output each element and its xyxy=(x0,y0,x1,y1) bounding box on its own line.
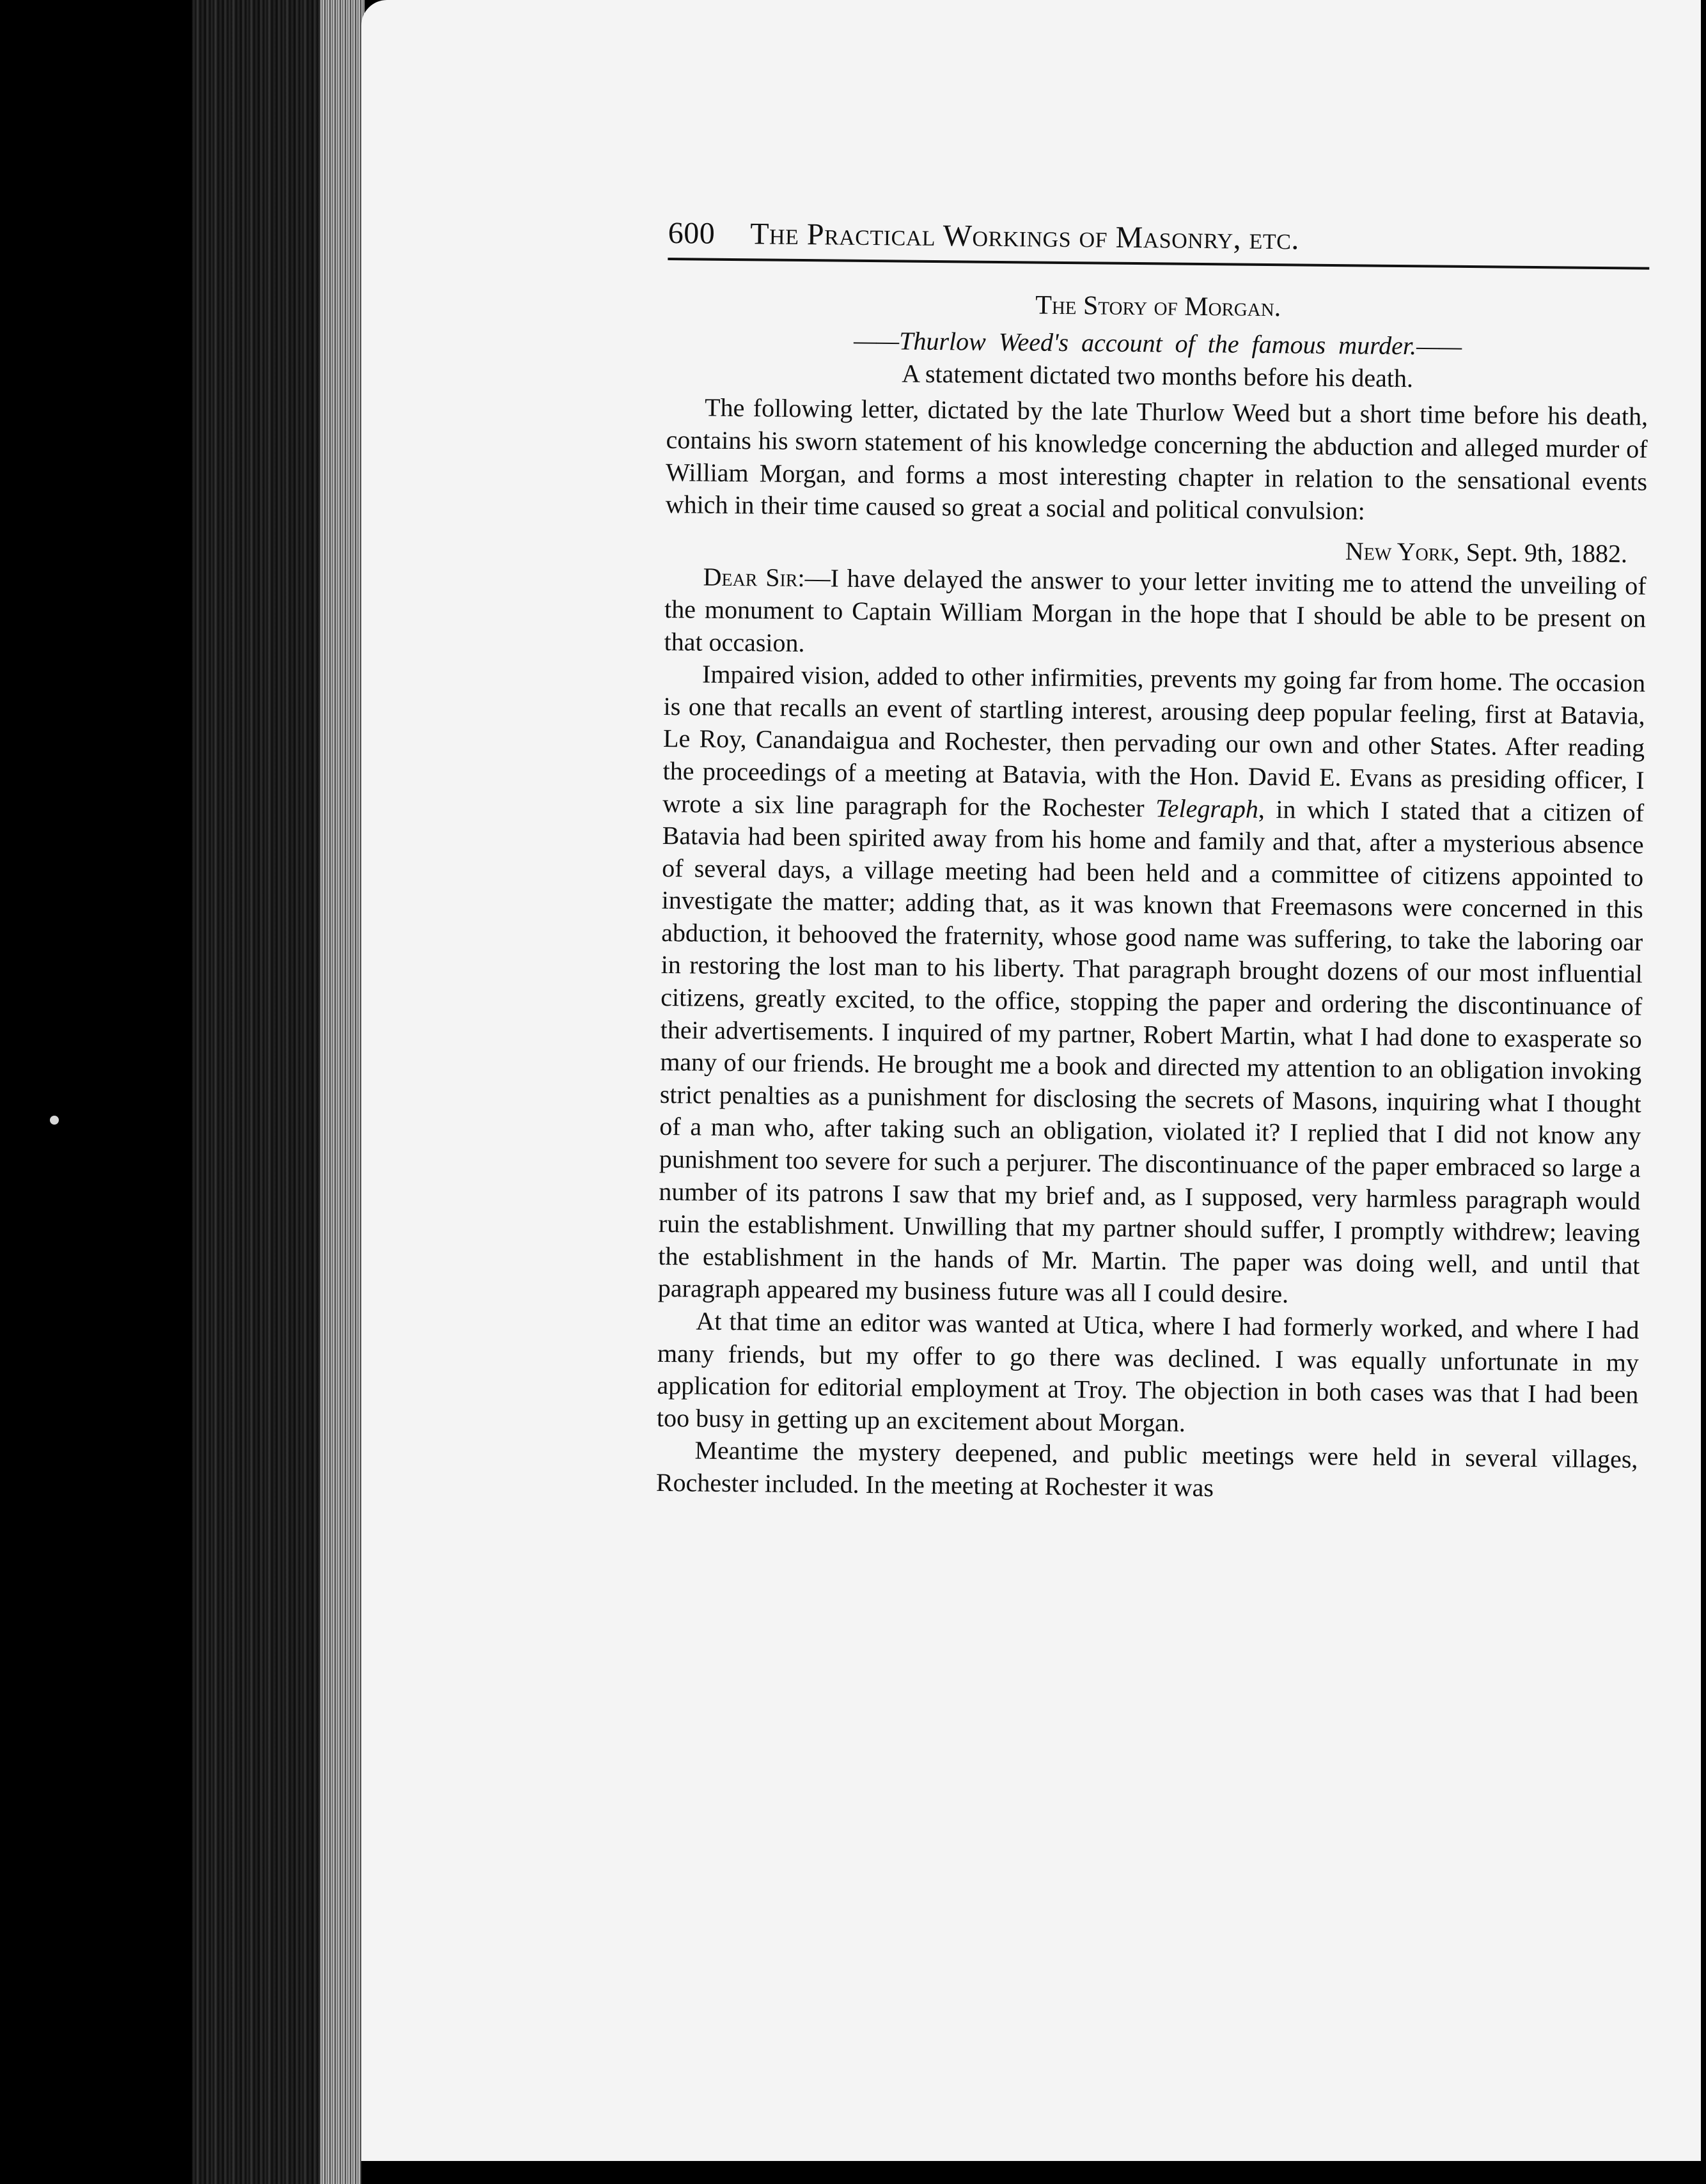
page-number: 600 xyxy=(668,216,716,251)
page-content xyxy=(656,217,1650,1508)
dateline-place: New York, xyxy=(1345,536,1460,566)
article-dek: A statement dictated two months before his death. xyxy=(902,359,1414,393)
bottom-shadow xyxy=(361,2161,1706,2184)
letter-paragraph-4: Meantime the mystery deepened, and public meetings were held in several villages, Rochester included. In the meeting at Rochester it was xyxy=(655,1435,1638,1502)
letter-paragraph-3: At that time an editor was wanted at Utica, where I had formerly worked, and where I had many friends, but my offer to go there was declined. I was equally unfortunate in my application for editorial employment at Troy. The objection in both cases was that I had been too busy in getting up an excitement about Morgan. xyxy=(656,1306,1639,1437)
letter-paragraph-1 xyxy=(664,561,1646,667)
page-edges xyxy=(320,0,364,2184)
running-head xyxy=(668,217,1650,269)
article-subtitle: ——Thurlow Weed's account of the famous murder.—— xyxy=(853,325,1462,361)
dateline-date: Sept. 9th, 1882. xyxy=(1459,537,1628,568)
letter-paragraph-1-text: :—I have delayed the answer to your letter inviting me to attend the unveiling of the monument to Captain William Morgan in the hope that I should be able to be present on that occasion. xyxy=(664,563,1647,657)
newspaper-name: Telegraph xyxy=(1155,793,1259,823)
running-title: The Practical Workings of Masonry, etc. xyxy=(750,217,1300,256)
intro-paragraph: The following letter, dictated by the late Thurlow Weed but a short time before his death, contains his sworn statement of his knowledge concerning the abduction and alleged murder of William Morgan, and forms a most interesting chapter in relation to the sensational events which in their time caused so great a social and political convulsion: xyxy=(665,393,1648,526)
article-title: The Story of Morgan. xyxy=(1035,290,1281,322)
salutation: Dear Sir xyxy=(703,562,798,593)
letter-paragraph-2-text-b: , in which I stated that a citizen of Batavia had been spirited away from his home and family and that, after a mysterious absence of several days, a village meeting had been held and a committee of citizens appointed to investigate the matter; adding that, as it was known that Freemasons were concerned in this abduction, it behooved the fraternity, whose good name was suffering, to take the laboring oar in restoring the lost man to his liberty. That paragraph brought dozens of our most influential citizens, greatly excited, to the office, stopping the paper and ordering the discontinuance of their advertisements. I inquired of my partner, Robert Martin, what I had done to exasperate so many of our friends. He brought me a book and directed my attention to an obligation invoking strict penalties as a punishment for disclosing the secrets of Masons, inquiring what I thought of a man who, after taking such an obligation, violated it? I replied that I did not know any punishment too severe for such a perjurer. The discontinuance of the paper embraced so large a number of its patrons I saw that my brief and, as I supposed, very harmless paragraph would ruin the establishment. Unwilling that my partner should suffer, I promptly withdrew; leaving the establishment in the hands of Mr. Martin. The paper was doing well, and until that paragraph appeared my business future was all I could desire. xyxy=(657,794,1645,1309)
letter-paragraph-2 xyxy=(658,658,1646,1314)
letter-paragraph-2-text-a: Impaired vision, added to other infirmities, prevents my going far from home. The occasion is one that recalls an event of startling interest, arousing deep popular feeling, first at Batavia, Le Roy, Canandaigua and Rochester, then pervading our own and other States. After reading the proceedings of a meeting at Batavia, with the Hon. David E. Evans as presiding officer, I wrote a six line paragraph for the Rochester xyxy=(662,659,1646,822)
dust-speck xyxy=(50,1116,59,1125)
